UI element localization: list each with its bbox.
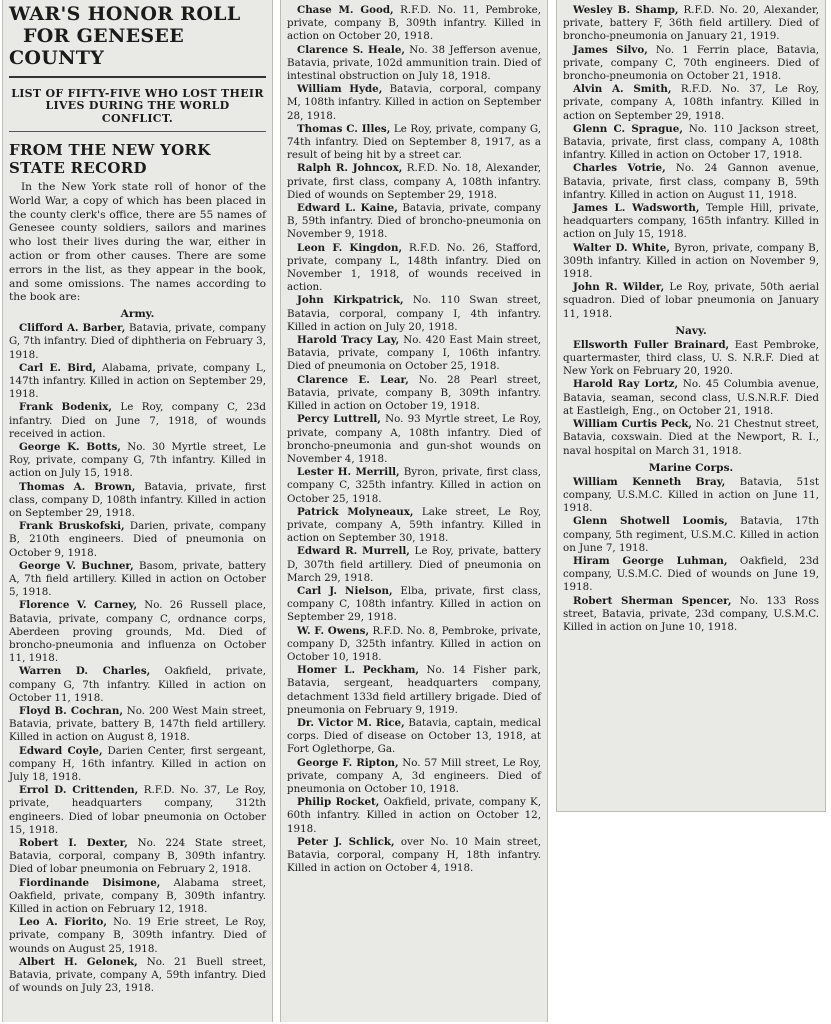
- roll-entry-details: Le Roy, private, company G, 74th infantry. Died on September 8, 1917, as a result of being hit by a street car.: [287, 122, 541, 162]
- roll-entry: [9, 560, 266, 600]
- roll-entry-details: Batavia, captain, medical corps. Died of disease on October 13, 1918, at Fort Oglethorpe, Ga.: [287, 716, 541, 756]
- roll-entry-details: No. 30 Myrtle street, Le Roy, private, company G, 7th infantry. Killed in action on July 15, 1918.: [9, 440, 266, 480]
- roll-entry: [563, 555, 819, 595]
- roll-entry-details: Batavia, corporal, company M, 108th infantry. Killed in action on September 28, 1918.: [287, 83, 541, 122]
- roll-entry-name: Patrick Molyneaux,: [297, 505, 414, 518]
- roll-entry-name: Albert H. Gelonek,: [19, 955, 138, 968]
- roll-entry: [287, 83, 541, 123]
- roll-entry: [287, 836, 541, 876]
- roll-entry-details: Lake street, Le Roy, private, company A, 59th infantry. Killed in action on September 30, 1918.: [287, 505, 541, 545]
- roll-entry-details: No. 200 West Main street, Batavia, private, battery B, 147th field artillery. Killed in action on August 8, 1918.: [9, 705, 267, 744]
- roll-entry: [563, 418, 819, 458]
- roll-entry-name: Chase M. Good,: [297, 4, 394, 16]
- roll-entry: [563, 281, 819, 321]
- roll-entry-name: Robert I. Dexter,: [19, 837, 128, 850]
- roll-entry-details: Oakfield, 23d company, U.S.M.C. Died of wounds on June 19, 1918.: [563, 554, 820, 594]
- roll-entry: [287, 44, 541, 84]
- roll-entry-details: R.F.D. No. 37, Le Roy, private, company A, 108th infantry. Killed in action on September 29, 1918.: [563, 83, 819, 122]
- roll-entry: [287, 717, 541, 757]
- roll-entry-name: Percy Luttrell,: [297, 413, 381, 426]
- roll-entry: [287, 585, 541, 625]
- roll-entry: [563, 339, 819, 379]
- roll-entry-name: Thomas A. Brown,: [19, 480, 136, 493]
- entry-list-col3-navy: [563, 339, 819, 458]
- roll-entry-details: R.F.D. No. 26, Stafford, private, company L, 148th infantry. Died on November 1, 1918, of wounds received in action.: [287, 241, 541, 294]
- roll-entry-name: Floyd B. Cochran,: [19, 705, 123, 718]
- roll-entry-details: Basom, private, battery A, 7th field artillery. Killed in action on October 5, 1918.: [9, 559, 266, 599]
- intro-paragraph: In the New York state roll of honor of the World War, a copy of which has been placed in the county clerk's office, there are 55 names of Genesee county soldiers, sailors and marines who lost their lives during the war, either in action or from other causes. There are some errors in the list, as they appear in the book, and some omissions. The names according to the book are:: [9, 180, 266, 304]
- roll-entry-name: William Kenneth Bray,: [573, 475, 726, 488]
- roll-entry-details: No. 93 Myrtle street, Le Roy, private, company A, 108th infantry. Died of broncho-pneumonia and gun-shot wounds on November 4, 1918.: [287, 413, 541, 465]
- roll-entry-details: Alabama, private, company L, 147th infantry. Killed in action on September 29, 1918.: [9, 361, 266, 401]
- roll-entry-name: Dr. Victor M. Rice,: [297, 716, 405, 729]
- roll-entry-details: R.F.D. No. 20, Alexander, private, battery F, 36th field artillery. Died of broncho-pneumonia on January 21, 1919.: [563, 4, 820, 43]
- roll-entry: [9, 599, 266, 665]
- roll-entry: [9, 441, 266, 481]
- roll-entry: [287, 413, 541, 466]
- roll-entry-name: Thomas C. Illes,: [297, 122, 391, 135]
- roll-entry: [563, 242, 819, 282]
- section-head-marines: Marine Corps.: [648, 461, 734, 474]
- roll-entry: [287, 123, 541, 163]
- roll-entry-details: Batavia, private, first class, company D, 108th infantry. Killed in action on September 29, 1918.: [9, 480, 266, 519]
- roll-entry-name: Clarence E. Lear,: [297, 373, 409, 386]
- roll-entry: [563, 202, 819, 242]
- roll-entry: [9, 481, 266, 521]
- roll-entry-details: Batavia, private, company G, 7th infantry. Died of diphtheria on February 3, 1918.: [9, 322, 266, 361]
- roll-entry-name: Alvin A. Smith,: [573, 83, 672, 96]
- roll-entry: [563, 162, 819, 202]
- entry-list-col3-army: [563, 4, 819, 321]
- section-head-navy: Navy.: [675, 324, 707, 337]
- roll-entry-name: Charles Votrie,: [573, 162, 666, 175]
- roll-entry: [287, 796, 541, 836]
- roll-entry-details: Oakfield, private, company K, 60th infantry. Killed in action on October 12, 1918.: [287, 796, 541, 835]
- roll-entry-details: No. 420 East Main street, Batavia, private, company I, 106th infantry. Died of pneumonia on October 25, 1918.: [287, 334, 541, 373]
- roll-entry-details: R.F.D. No. 11, Pembroke, private, company B, 309th infantry. Killed in action on October 20, 1918.: [287, 4, 541, 43]
- roll-entry-name: Glenn Shotwell Loomis,: [573, 515, 728, 528]
- entry-list-col1: [9, 322, 266, 995]
- roll-entry-details: No. 21 Chestnut street, Batavia, coxswain. Died at the Newport, R. I., naval hospital on March 31, 1918.: [563, 418, 819, 457]
- roll-entry-name: Walter D. White,: [573, 241, 670, 254]
- headline-title-line-2: FOR GENESEE COUNTY: [9, 24, 184, 69]
- roll-entry-name: William Hyde,: [297, 83, 383, 96]
- roll-entry-details: No. 224 State street, Batavia, corporal, company B, 309th infantry. Died of lobar pneumonia on February 2, 1918.: [9, 837, 266, 876]
- roll-entry-name: Glenn C. Sprague,: [573, 122, 683, 135]
- roll-entry: [9, 837, 266, 877]
- roll-entry: [287, 162, 541, 202]
- roll-entry-details: Byron, private, company B, 309th infantry. Killed in action on November 9, 1918.: [563, 241, 820, 281]
- roll-entry-details: East Pembroke, quartermaster, third class, U. S. N.R.F. Died at New York on February 20, 1920.: [563, 338, 819, 378]
- roll-entry-name: Ellsworth Fuller Brainard,: [573, 338, 730, 351]
- roll-entry-details: No. 24 Gannon avenue, Batavia, private, first class, company B, 59th infantry. Killed in action on August 11, 1918.: [563, 162, 819, 201]
- roll-entry-name: W. F. Owens,: [297, 624, 370, 637]
- roll-entry: [287, 334, 541, 374]
- roll-entry: [9, 322, 266, 362]
- roll-entry-details: Darien Center, first sergeant, company H, 16th infantry. Killed in action on July 18, 1918.: [9, 744, 266, 784]
- roll-entry: [9, 520, 266, 560]
- roll-entry-name: Philip Rocket,: [297, 796, 380, 809]
- roll-entry: [287, 757, 541, 797]
- roll-entry: [287, 242, 541, 295]
- roll-entry: [287, 625, 541, 665]
- roll-entry-name: Lester H. Merrill,: [297, 466, 400, 479]
- roll-entry-name: Warren D. Charles,: [19, 665, 151, 678]
- section-head-army: Army.: [120, 308, 155, 321]
- roll-entry-name: Ralph R. Johncox,: [297, 162, 403, 175]
- roll-entry-details: No. 38 Jefferson avenue, Batavia, private, 102d ammunition train. Died of intestinal obstruction on July 18, 1918.: [287, 43, 541, 83]
- roll-entry-name: Carl J. Nielson,: [297, 584, 393, 597]
- roll-entry-name: George V. Buchner,: [19, 559, 134, 572]
- roll-entry-name: George K. Botts,: [19, 440, 121, 453]
- roll-entry-name: James L. Wadsworth,: [573, 202, 700, 215]
- roll-entry: [563, 83, 819, 123]
- roll-entry-name: Homer L. Peckham,: [297, 664, 419, 677]
- roll-entry: [563, 476, 819, 516]
- roll-entry: [287, 545, 541, 585]
- roll-entry-name: Harold Ray Lortz,: [573, 378, 679, 391]
- roll-entry-details: No. 26 Russell place, Batavia, private, company C, ordnance corps, Aberdeen proving grounds, Md. Died of broncho-pneumonia and influenza on October 11, 1918.: [9, 599, 266, 665]
- roll-entry: [563, 595, 819, 635]
- roll-entry-name: Harold Tracy Lay,: [297, 334, 400, 347]
- roll-entry-name: Fiordinande Disimone,: [19, 876, 161, 889]
- roll-entry-name: Robert Sherman Spencer,: [573, 594, 732, 607]
- roll-entry-details: No. 110 Jackson street, Batavia, private, first class, company A, 108th infantry. Killed in action on October 17, 1918.: [563, 122, 819, 162]
- roll-entry: [9, 401, 266, 441]
- roll-entry: [9, 745, 266, 785]
- roll-entry: [287, 506, 541, 546]
- roll-entry-name: Hiram George Luhman,: [573, 554, 728, 567]
- roll-entry: [9, 362, 266, 402]
- headline-title-line-1: WAR'S HONOR ROLL: [9, 3, 241, 25]
- roll-entry-name: John R. Wilder,: [573, 281, 665, 294]
- roll-entry-details: Le Roy, private, 50th aerial squadron. Died of lobar pneumonia on January 11, 1918.: [563, 281, 819, 320]
- roll-entry-name: Edward R. Murrell,: [297, 545, 410, 558]
- roll-entry-name: Florence V. Carney,: [19, 599, 138, 612]
- roll-entry-details: Le Roy, company C, 23d infantry. Died on June 7, 1918, of wounds received in action.: [9, 401, 266, 440]
- roll-entry-details: Batavia, private, company B, 59th infantry. Died of broncho-pneumonia on November 9, 1918.: [287, 202, 541, 241]
- roll-entry-details: Alabama street, Oakfield, private, company B, 309th infantry. Killed in action on February 12, 1918.: [9, 876, 266, 916]
- roll-entry: [9, 877, 266, 917]
- subhead-rule: [9, 131, 266, 132]
- roll-entry-details: over No. 10 Main street, Batavia, corporal, company H, 18th infantry. Killed in action on October 4, 1918.: [287, 835, 541, 875]
- roll-entry: [9, 784, 266, 837]
- headline-title: [9, 4, 266, 70]
- roll-entry: [9, 705, 266, 745]
- roll-entry-details: R.F.D. No. 37, Le Roy, private, headquarters company, 312th engineers. Died of lobar pneumonia on October 15, 1918.: [9, 784, 266, 836]
- roll-entry: [287, 294, 541, 334]
- roll-entry: [287, 466, 541, 506]
- roll-entry-name: Clifford A. Barber,: [19, 322, 126, 335]
- roll-entry-name: Peter J. Schlick,: [297, 835, 395, 848]
- roll-entry-name: Carl E. Bird,: [19, 361, 97, 374]
- section-headline: FROM THE NEW YORK STATE RECORD: [9, 141, 211, 177]
- roll-entry-name: Errol D. Crittenden,: [19, 784, 139, 797]
- roll-entry-details: No. 133 Ross street, Batavia, private, 23d company, U.S.M.C. Killed in action on June 10, 1918.: [563, 594, 819, 633]
- roll-entry: [9, 956, 266, 996]
- roll-entry: [563, 4, 819, 44]
- roll-entry-name: Leo A. Fiorito,: [19, 916, 107, 929]
- headline-rule: [9, 76, 266, 78]
- roll-entry: [9, 916, 266, 956]
- roll-entry-name: Edward L. Kaine,: [297, 202, 398, 215]
- roll-entry-details: No. 28 Pearl street, Batavia, private, company B, 309th infantry. Killed in action on October 19, 1918.: [287, 373, 541, 413]
- roll-entry: [287, 664, 541, 717]
- roll-entry-details: Le Roy, private, battery D, 307th field artillery. Died of pneumonia on March 29, 1918.: [287, 545, 541, 584]
- newspaper-column-1: [2, 0, 273, 1022]
- roll-entry-details: R.F.D. No. 18, Alexander, private, first class, company A, 108th infantry. Died of wounds on September 29, 1918.: [287, 162, 541, 201]
- roll-entry: [563, 515, 819, 555]
- roll-entry-details: Batavia, 51st company, U.S.M.C. Killed in action on June 11, 1918.: [563, 475, 819, 515]
- roll-entry-name: Clarence S. Heale,: [297, 43, 405, 56]
- roll-entry-details: Byron, private, first class, company C, 325th infantry. Killed in action on October 25, 1918.: [287, 466, 541, 505]
- roll-entry-details: No. 21 Buell street, Batavia, private, company A, 59th infantry. Died of wounds on July 23, 1918.: [9, 955, 266, 995]
- roll-entry-name: Wesley B. Shamp,: [573, 4, 679, 16]
- roll-entry-name: Frank Bruskofski,: [19, 520, 125, 533]
- roll-entry: [563, 123, 819, 163]
- roll-entry-details: No. 45 Columbia avenue, Batavia, seaman, second class, U.S.N.R.F. Died at Eastleigh, Eng., on October 21, 1918.: [563, 378, 819, 417]
- roll-entry-name: Edward Coyle,: [19, 744, 103, 757]
- roll-entry-details: No. 110 Swan street, Batavia, corporal, company I, 4th infantry. Killed in action on July 20, 1918.: [287, 294, 541, 333]
- roll-entry-name: James Silvo,: [573, 43, 648, 56]
- roll-entry-details: R.F.D. No. 8, Pembroke, private, company D, 325th infantry. Killed in action on October 10, 1918.: [287, 624, 541, 663]
- roll-entry-name: William Curtis Peck,: [573, 418, 692, 431]
- roll-entry-details: Oakfield, private, company G, 7th infantry. Killed in action on October 11, 1918.: [9, 665, 266, 704]
- roll-entry-name: Leon F. Kingdon,: [297, 241, 403, 254]
- roll-entry-details: Temple Hill, private, headquarters company, 165th infantry. Killed in action on July 15, 1918.: [563, 202, 819, 241]
- roll-entry-name: Frank Bodenix,: [19, 401, 112, 414]
- newspaper-column-3: [556, 0, 826, 812]
- newspaper-column-2: [280, 0, 548, 1022]
- roll-entry: [563, 44, 819, 84]
- roll-entry-details: Elba, private, first class, company C, 108th infantry. Killed in action on September 29, 1918.: [287, 584, 541, 624]
- roll-entry-details: No. 14 Fisher park, Batavia, sergeant, headquarters company, detachment 133d field artillery brigade. Died of pneumonia on February 9, 1919.: [287, 664, 541, 716]
- roll-entry-details: Batavia, 17th company, 5th regiment, U.S.M.C. Killed in action on June 7, 1918.: [563, 515, 819, 554]
- roll-entry: [287, 374, 541, 414]
- roll-entry-details: No. 1 Ferrin place, Batavia, private, company C, 70th engineers. Died of broncho-pneumonia on October 21, 1918.: [563, 43, 819, 83]
- roll-entry-details: Darien, private, company B, 210th engineers. Died of pneumonia on October 9, 1918.: [9, 520, 266, 559]
- roll-entry: [9, 665, 266, 705]
- roll-entry-name: John Kirkpatrick,: [297, 294, 404, 307]
- roll-entry-details: No. 19 Erie street, Le Roy, private, company B, 309th infantry. Died of wounds on August 25, 1918.: [9, 916, 266, 955]
- entry-list-col2: [287, 4, 541, 875]
- roll-entry-details: No. 57 Mill street, Le Roy, private, company A, 3d engineers. Died of pneumonia on October 10, 1918.: [287, 756, 541, 795]
- roll-entry-name: George F. Ripton,: [297, 756, 399, 769]
- roll-entry: [287, 202, 541, 242]
- entry-list-col3-marines: [563, 476, 819, 634]
- roll-entry: [287, 4, 541, 44]
- roll-entry: [563, 378, 819, 418]
- headline-subhead: LIST OF FIFTY-FIVE WHO LOST THEIR LIVES DURING THE WORLD CONFLICT.: [11, 86, 264, 125]
